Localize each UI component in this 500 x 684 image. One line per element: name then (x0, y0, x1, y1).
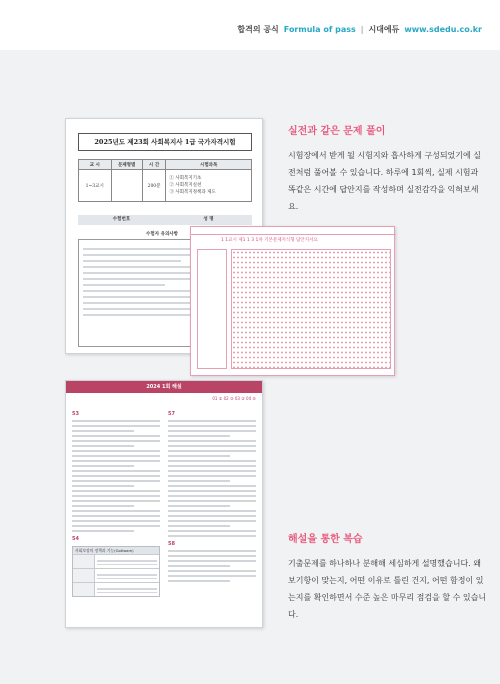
text-line (72, 510, 160, 512)
omr-answer-sheet (190, 226, 395, 376)
text-line (72, 485, 134, 487)
time-cell: 200분 (142, 170, 166, 202)
text-line (72, 520, 160, 522)
text-line (168, 580, 230, 582)
text-line (168, 480, 230, 482)
top-header (0, 0, 500, 50)
text-line (72, 530, 134, 532)
text-line (168, 460, 256, 462)
exam-title: 2025년도 제23회 사회복지사 1급 국가자격시험 (78, 133, 252, 151)
header-brand (237, 24, 482, 35)
answer-key-line: 01 ① 02 ③ 03 ② 04 ⑤ (212, 396, 256, 401)
type-cell (111, 170, 142, 202)
header-separator: | (360, 25, 364, 34)
brand-korean: 합격의 공식 (237, 25, 279, 34)
text-line (168, 435, 230, 437)
text-line (72, 450, 160, 452)
text-line (72, 425, 160, 427)
text-line (72, 420, 160, 422)
text-line (168, 515, 256, 517)
subject-item: ③ 사회복지정책과 제도 (169, 190, 216, 195)
publisher-url[interactable]: www.sdedu.co.kr (404, 25, 482, 34)
text-line (168, 530, 256, 532)
period-cell: 1~3교시 (79, 170, 112, 202)
text-line (72, 470, 160, 472)
notice-heading: 수험자 유의사항 (146, 232, 178, 237)
text-line (72, 490, 160, 492)
text-line (168, 430, 256, 432)
text-line (72, 465, 134, 467)
question-number: 53 (72, 411, 79, 417)
table-row (73, 568, 159, 582)
text-line (72, 525, 160, 527)
section-title: 해설을 통한 복습 (288, 534, 363, 545)
text-line (168, 535, 256, 537)
text-line (72, 515, 160, 517)
explanation-page (65, 380, 263, 628)
text-line (168, 520, 256, 522)
brand-english: Formula of pass (283, 25, 356, 34)
text-line (72, 440, 160, 442)
question-number: 58 (168, 541, 175, 547)
text-line (72, 430, 134, 432)
text-line (168, 490, 256, 492)
table-title: 사회보장의 정책과 기능(Gottaam) (73, 547, 159, 554)
omr-heading: 1 1교시 제1 1 3 1차 기본문제지식형 답안지서요 (221, 238, 318, 243)
text-line (168, 550, 256, 552)
text-line (168, 485, 256, 487)
subject-item: ① 사회복지기초 (169, 176, 202, 181)
text-line (168, 420, 256, 422)
text-line (72, 495, 160, 497)
section-practice (288, 122, 488, 215)
text-line (168, 470, 256, 472)
text-line (83, 284, 165, 286)
table-header: 교 시 (79, 160, 112, 170)
text-line (168, 475, 256, 477)
omr-top-strip (191, 227, 396, 235)
right-column (168, 407, 256, 585)
question-number: 54 (72, 536, 79, 542)
subject-item: ② 사회복지실천 (169, 183, 202, 188)
subjects-cell (166, 170, 252, 202)
exam-number-label: 수험번호 (112, 217, 131, 222)
text-line (72, 455, 160, 457)
table-row (73, 582, 159, 596)
text-line (168, 510, 256, 512)
text-line (72, 480, 160, 482)
omr-id-area (197, 249, 227, 369)
section-body: 시험장에서 받게 될 시험지와 흡사하게 구성되었기에 실전처럼 풀어볼 수 있습니다. 하루에 1회씩, 실제 시험과 똑같은 시간에 답안지를 작성하며 실전감각을 익혀보세요. (288, 151, 481, 211)
text-line (168, 440, 256, 442)
section-body: 기출문제를 하나하나 분해해 세심하게 설명했습니다. 왜 보기항이 맞는지, 어떤 이유로 틀린 건지, 어떤 함정이 있는지를 확인하면서 수준 높은 마무리 점검을 할 수 있습니다. (288, 559, 487, 619)
text-line (168, 505, 230, 507)
text-line (83, 308, 190, 310)
explanation-header-bar (66, 381, 262, 393)
table-row (73, 554, 159, 568)
text-line (168, 465, 256, 467)
text-line (168, 565, 230, 567)
text-line (168, 450, 256, 452)
table-header: 시험과목 (166, 160, 252, 170)
text-line (72, 445, 134, 447)
text-line (168, 445, 256, 447)
exam-info-table (78, 159, 252, 202)
text-line (72, 435, 160, 437)
explanation-table (72, 546, 160, 597)
name-label: 성 명 (203, 217, 214, 222)
left-column (72, 407, 160, 597)
text-line (72, 475, 160, 477)
text-line (168, 575, 256, 577)
text-line (168, 555, 256, 557)
text-line (168, 495, 256, 497)
table-header: 문제형별 (111, 160, 142, 170)
text-line (168, 560, 256, 562)
text-line (168, 500, 256, 502)
text-line (168, 455, 230, 457)
text-line (72, 460, 160, 462)
text-line (168, 570, 256, 572)
text-line (83, 272, 198, 274)
text-line (168, 425, 256, 427)
section-title: 실전과 같은 문제 풀이 (288, 126, 386, 137)
text-line (83, 314, 206, 316)
question-number: 57 (168, 411, 175, 417)
explanation-header-label: 2024 1회 해설 (146, 384, 182, 390)
text-line (72, 500, 160, 502)
exam-id-row (78, 215, 252, 225)
omr-bubble-grid (231, 249, 391, 369)
publisher-name: 시대에듀 (368, 25, 400, 34)
section-review (288, 530, 488, 623)
text-line (72, 505, 134, 507)
text-line (83, 260, 181, 262)
table-header: 시 간 (142, 160, 166, 170)
text-line (168, 525, 230, 527)
